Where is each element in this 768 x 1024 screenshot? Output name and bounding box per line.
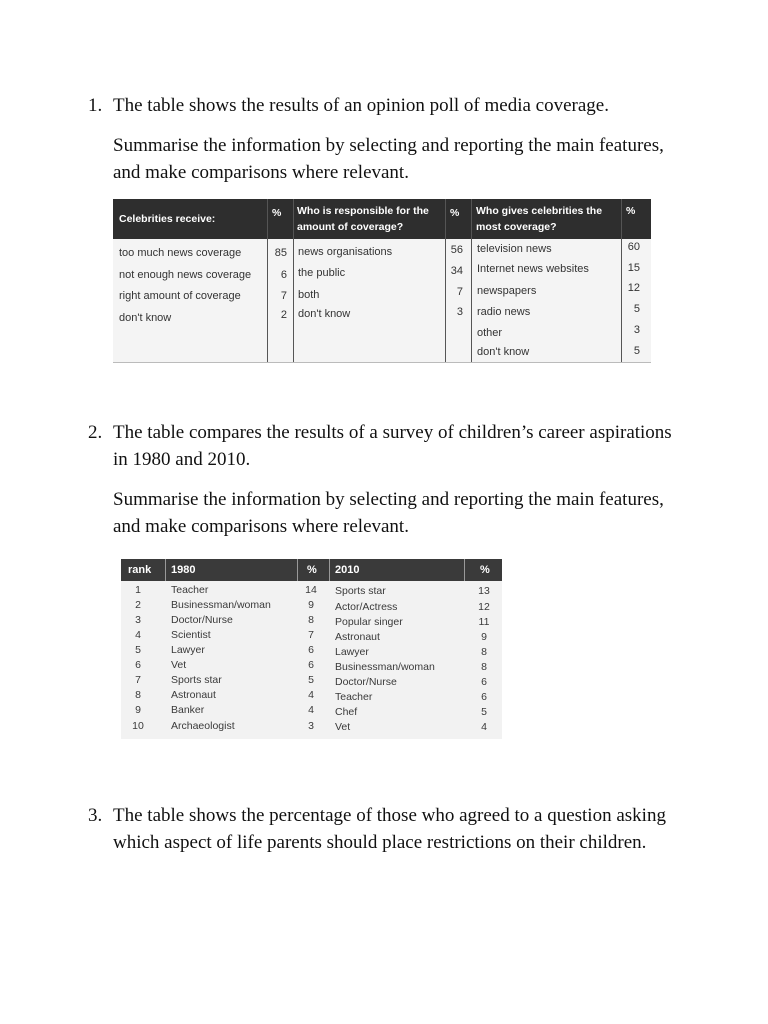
question-2-intro: The table compares the results of a survey of children’s career aspirations in 1980 and 2010. [113,422,672,470]
table-cell: Teacher [171,584,209,596]
table-cell: other [477,327,503,339]
question-1-number: 1. [88,95,103,116]
table-cell: 5 [135,644,141,656]
table-cell: don't know [298,308,351,320]
table-cell: Doctor/Nurse [335,676,397,688]
table-cell: 56 [450,244,463,256]
table-cell: 5 [481,706,487,718]
media-coverage-table [113,199,651,363]
table-cell: the public [298,267,346,279]
table-cell: Businessman/woman [335,661,435,673]
table-cell: radio news [477,306,531,318]
table-cell: 34 [450,265,463,277]
header-pct-3: % [626,205,636,217]
table-cell: 14 [305,584,317,596]
table-cell: 8 [481,661,487,673]
table-cell: 6 [481,691,487,703]
table-cell: 13 [478,585,490,597]
header-divider [464,559,465,581]
table-cell: 1 [135,584,141,596]
question-2 [88,419,688,540]
table-cell: Lawyer [335,646,369,658]
table-cell: 4 [135,629,141,641]
question-3-intro: The table shows the percentage of those who agreed to a question asking which aspect of life parents should place restrictions on their children. [113,805,666,853]
table-cell: 7 [456,286,463,298]
table-cell: Businessman/woman [171,599,271,611]
table-cell: 8 [308,614,314,626]
table-cell: 2 [135,599,141,611]
table-cell: 11 [478,616,490,628]
table-cell: 6 [308,659,314,671]
table-cell: Vet [171,659,187,671]
header-rank: rank [128,564,152,576]
column-divider [445,199,446,362]
table-cell: 9 [481,631,487,643]
table-cell: don't know [119,312,172,324]
table-cell: Teacher [335,691,373,703]
header-celebrities-receive: Celebrities receive: [119,213,216,225]
table-cell: Astronaut [335,631,380,643]
table-cell: 4 [308,689,314,701]
header-pct-2: % [450,207,460,219]
table-cell: news organisations [298,246,393,258]
table-cell: 5 [633,303,640,315]
table-cell: 6 [481,676,487,688]
table-cell: newspapers [477,285,537,297]
career-aspirations-table [121,559,502,739]
table-cell: 10 [132,720,144,732]
table-cell: 12 [478,601,490,613]
table-cell: Internet news websites [477,263,589,275]
header-pct-2010: % [480,564,490,576]
table-cell: Doctor/Nurse [171,614,233,626]
table-cell: 4 [308,704,314,716]
table-cell: too much news coverage [119,247,242,259]
table-cell: 85 [274,247,287,259]
question-1 [88,92,688,186]
column-divider [293,199,294,362]
table-cell: 2 [280,309,287,321]
table-cell: Sports star [171,674,222,686]
table-cell: 8 [481,646,487,658]
header-divider [297,559,298,581]
table-cell: 6 [135,659,141,671]
question-3-number: 3. [88,805,103,826]
table-cell: both [298,289,320,301]
table-cell: not enough news coverage [119,269,252,281]
table-cell: don't know [477,346,530,358]
table-cell: Chef [335,706,358,718]
table-cell: 7 [280,290,287,302]
table-cell: 5 [308,674,314,686]
question-1-instruction: Summarise the information by selecting and reporting the main features, and make comparisons where relevant. [113,135,664,183]
table-cell: Banker [171,704,205,716]
table-cell: 3 [135,614,141,626]
question-2-number: 2. [88,422,103,443]
table-cell: 9 [135,704,141,716]
table-cell: Vet [335,721,351,733]
table-cell: 9 [308,599,314,611]
table-cell: 3 [456,306,463,318]
table-cell: Popular singer [335,616,403,628]
question-2-instruction: Summarise the information by selecting and reporting the main features, and make comparisons where relevant. [113,489,664,537]
column-divider [471,199,472,362]
table-cell: 7 [308,629,314,641]
table-cell: television news [477,243,552,255]
question-1-intro: The table shows the results of an opinion poll of media coverage. [113,95,609,116]
header-divider [329,559,330,581]
header-pct-1: % [272,207,282,219]
table-cell: Lawyer [171,644,205,656]
table-cell: 8 [135,689,141,701]
table-cell: right amount of coverage [119,290,241,302]
header-1980: 1980 [171,564,196,576]
table-cell: 12 [627,282,640,294]
header-pct-1980: % [307,564,317,576]
table-cell: Astronaut [171,689,216,701]
table-cell: Archaeologist [171,720,235,732]
header-who-gives: Who gives celebrities the most coverage? [476,205,603,233]
table-cell: 5 [633,345,640,357]
table-cell: Sports star [335,585,386,597]
table-cell: 15 [627,262,640,274]
header-2010: 2010 [335,564,360,576]
header-who-responsible: Who is responsible for the amount of coverage? [297,205,429,233]
header-divider [165,559,166,581]
table-cell: Scientist [171,629,211,641]
table-cell: 4 [481,721,487,733]
table-cell: 60 [627,241,640,253]
question-3 [88,802,688,856]
table-cell: 7 [135,674,141,686]
table-cell: 6 [308,644,314,656]
table-cell: 6 [280,269,287,281]
table-cell: Actor/Actress [335,601,398,613]
table-cell: 3 [633,324,640,336]
table-cell: 3 [308,720,314,732]
